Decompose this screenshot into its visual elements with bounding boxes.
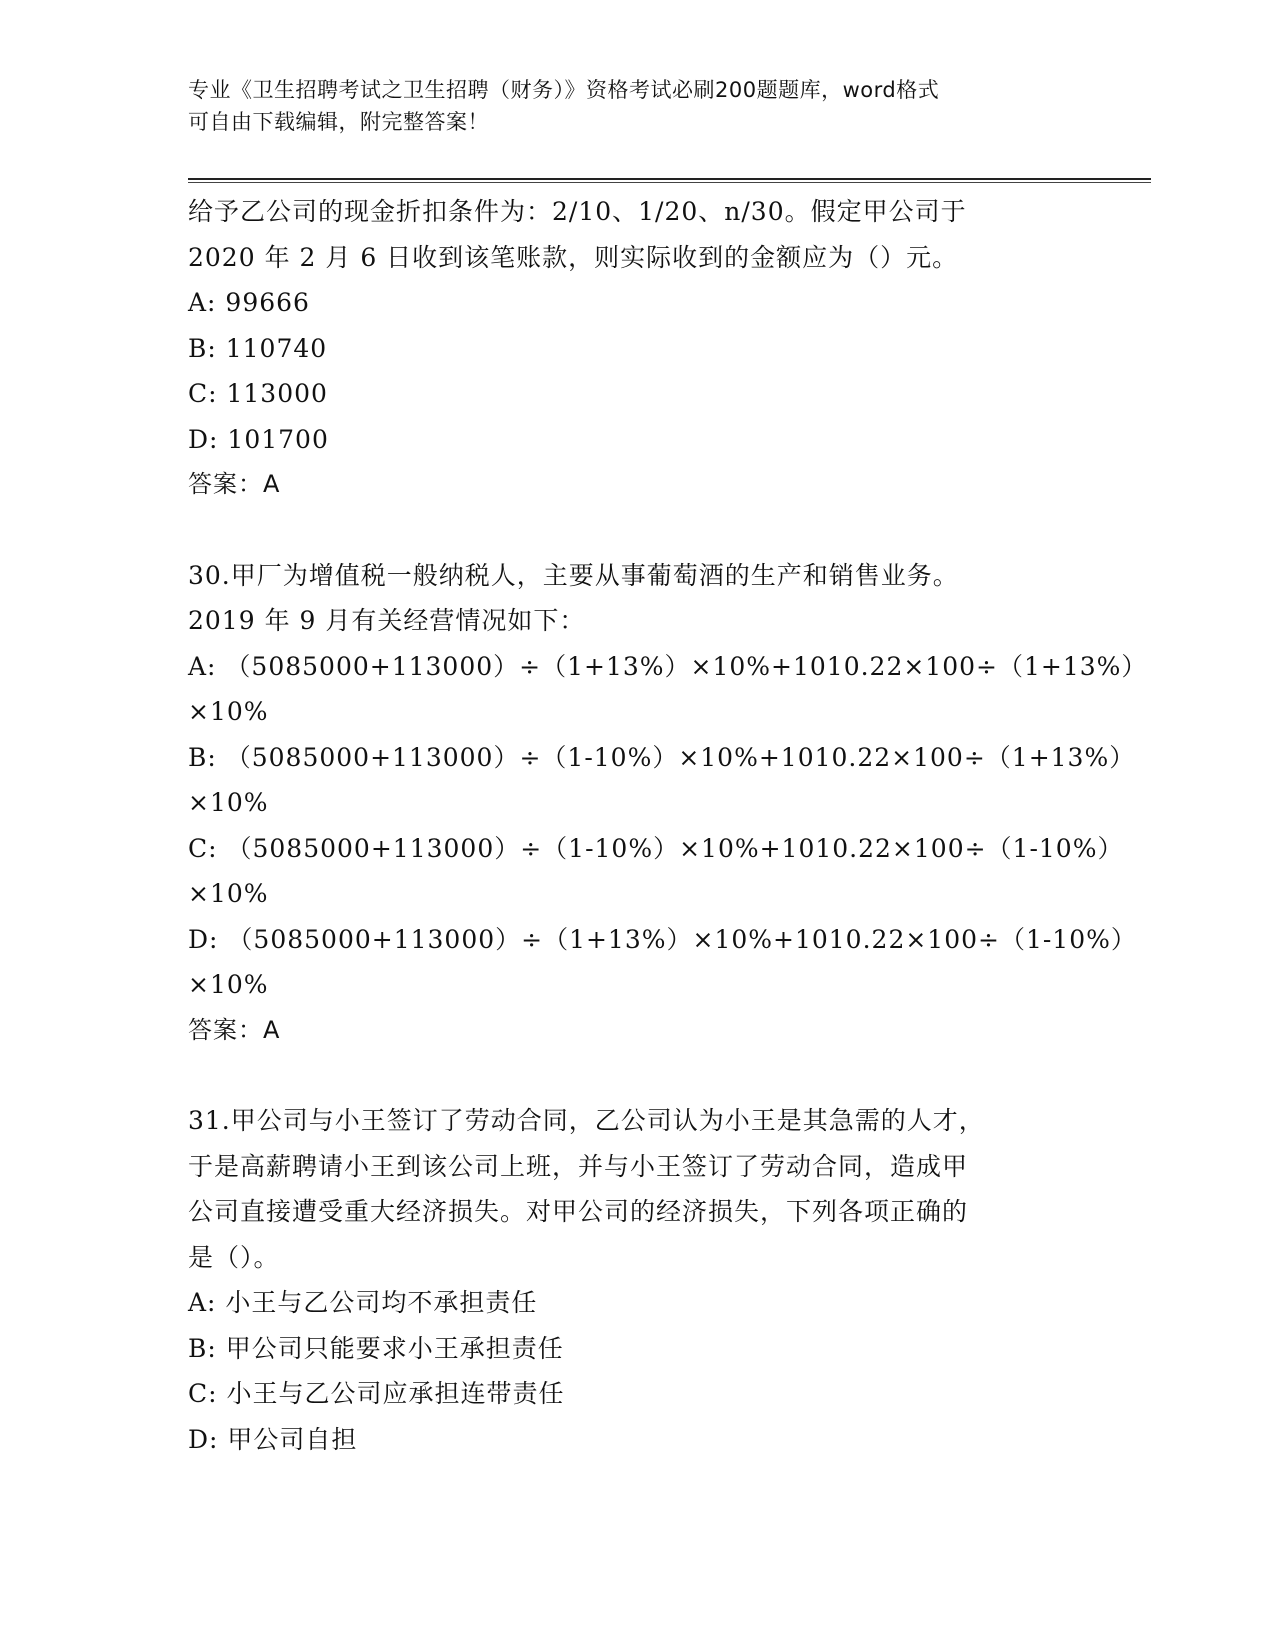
option-b: B: （5085000+113000）÷（1-10%）×10%+1010.22×100÷（1+13%）: [188, 742, 1136, 772]
question-stem-line: 31.甲公司与小王签订了劳动合同，乙公司认为小王是其急需的人才，: [188, 1106, 985, 1135]
question-stem-line: 2020 年 2 月 6 日收到该笔账款，则实际收到的金额应为（）元。: [188, 242, 959, 272]
option-d: D: 101700: [188, 424, 329, 454]
spacer: [188, 1053, 1068, 1098]
header-line-1: 专业《卫生招聘考试之卫生招聘（财务）》资格考试必刷200题题库，word格式: [188, 78, 940, 102]
option-a: A: （5085000+113000）÷（1+13%）×10%+1010.22×100÷（1+13%）: [188, 651, 1148, 681]
question-30: [188, 553, 1148, 1054]
option-c-continued: ×10%: [188, 879, 269, 908]
option-d: D: 甲公司自担: [188, 1424, 358, 1454]
question-stem-line: 2019 年 9 月有关经营情况如下：: [188, 606, 586, 635]
option-b: B: 甲公司只能要求小王承担责任: [188, 1333, 564, 1363]
option-d: D: （5085000+113000）÷（1+13%）×10%+1010.22×100÷（1-10%）: [188, 924, 1137, 954]
header-line-2: 可自由下载编辑，附完整答案！: [188, 110, 489, 134]
option-b-continued: ×10%: [188, 788, 269, 817]
question-stem-line: 给予乙公司的现金折扣条件为：2/10、1/20、n/30。假定甲公司于: [188, 197, 967, 226]
question-stem-line: 于是高薪聘请小王到该公司上班，并与小王签订了劳动合同，造成甲: [188, 1151, 969, 1181]
spacer: [188, 508, 1068, 553]
option-a: A: 小王与乙公司均不承担责任: [188, 1288, 538, 1317]
question-29: [188, 189, 1068, 508]
option-c: C: （5085000+113000）÷（1-10%）×10%+1010.22×100÷（1-10%）: [188, 833, 1124, 863]
question-stem-line: 公司直接遭受重大经济损失。对甲公司的经济损失，下列各项正确的: [188, 1197, 969, 1226]
answer-line: 答案：A: [188, 470, 281, 498]
option-b: B: 110740: [188, 333, 328, 363]
option-a-continued: ×10%: [188, 697, 269, 726]
header-rule-thick: [188, 178, 1151, 180]
header-rule-thin: [188, 182, 1151, 183]
document-header: [188, 74, 1068, 138]
question-stem-line: 30.甲厂为增值税一般纳税人，主要从事葡萄酒的生产和销售业务。: [188, 560, 959, 590]
option-c: C: 113000: [188, 379, 328, 408]
answer-line: 答案：A: [188, 1015, 281, 1044]
option-d-continued: ×10%: [188, 970, 269, 999]
document-body: [188, 189, 1148, 1462]
question-stem-line: 是（）。: [188, 1242, 280, 1272]
question-31: [188, 1098, 1068, 1462]
option-a: A: 99666: [188, 288, 310, 317]
option-c: C: 小王与乙公司应承担连带责任: [188, 1379, 565, 1408]
